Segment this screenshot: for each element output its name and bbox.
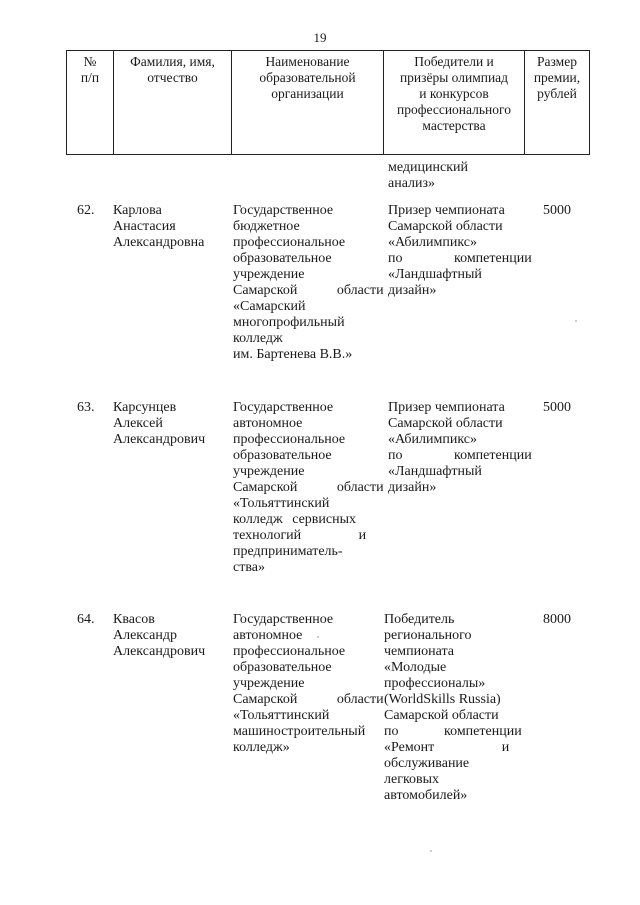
scan-speck <box>430 850 432 852</box>
header-number: № п/п <box>67 51 114 155</box>
header-winners: Победители и призёры олимпиад и конкурсов профессионального мастерства <box>384 51 525 155</box>
row-organization: Государственное бюджетное профессиональное образовательное учреждение Самарской области «Самарский многопрофильный колледж им. Бартенева В.В.» <box>233 203 384 362</box>
row-full-name: Карсунцев Алексей Александрович <box>113 400 206 447</box>
row-full-name: Карлова Анастасия Александровна <box>113 203 205 250</box>
row-prize: 8000 <box>543 612 571 627</box>
header-full-name: Фамилия, имя, отчество <box>114 51 232 155</box>
table-header <box>66 50 590 155</box>
scan-speck <box>575 320 577 322</box>
row-achievement: Призер чемпионата Самарской области «Абилимпикс» по компетенции «Ландшафтный дизайн» <box>388 203 532 298</box>
row-full-name: Квасов Александр Александрович <box>113 612 206 659</box>
scan-speck <box>317 636 319 638</box>
row-achievement: Призер чемпионата Самарской области «Абилимпикс» по компетенции «Ландшафтный дизайн» <box>388 400 532 495</box>
justified-line: Самарской области <box>233 283 384 298</box>
row-number: 62. <box>77 203 95 218</box>
row-number: 63. <box>77 400 95 415</box>
row-organization: Государственное автономное профессиональное образовательное учреждение Самарской области «Тольяттинский машиностроительный колледж» <box>233 612 384 755</box>
row-achievement: Победитель регионального чемпионата «Молодые профессионалы» (WorldSkills Russia) Самарской области по компетенции «Ремонт и обслуживание легковых автомобилей» <box>384 612 522 803</box>
row-number: 64. <box>77 612 95 627</box>
row-prize: 5000 <box>543 203 571 218</box>
header-organization: Наименование образовательной организации <box>232 51 384 155</box>
row-prize: 5000 <box>543 400 571 415</box>
header-prize: Размер премии, рублей <box>525 51 590 155</box>
row-organization: Государственное автономное профессиональное образовательное учреждение Самарской области «Тольяттинский колледж сервисных технологий и предприниматель- ства» <box>233 400 384 575</box>
carryover-text: медицинский анализ» <box>388 160 468 191</box>
page-number: 19 <box>313 30 327 45</box>
